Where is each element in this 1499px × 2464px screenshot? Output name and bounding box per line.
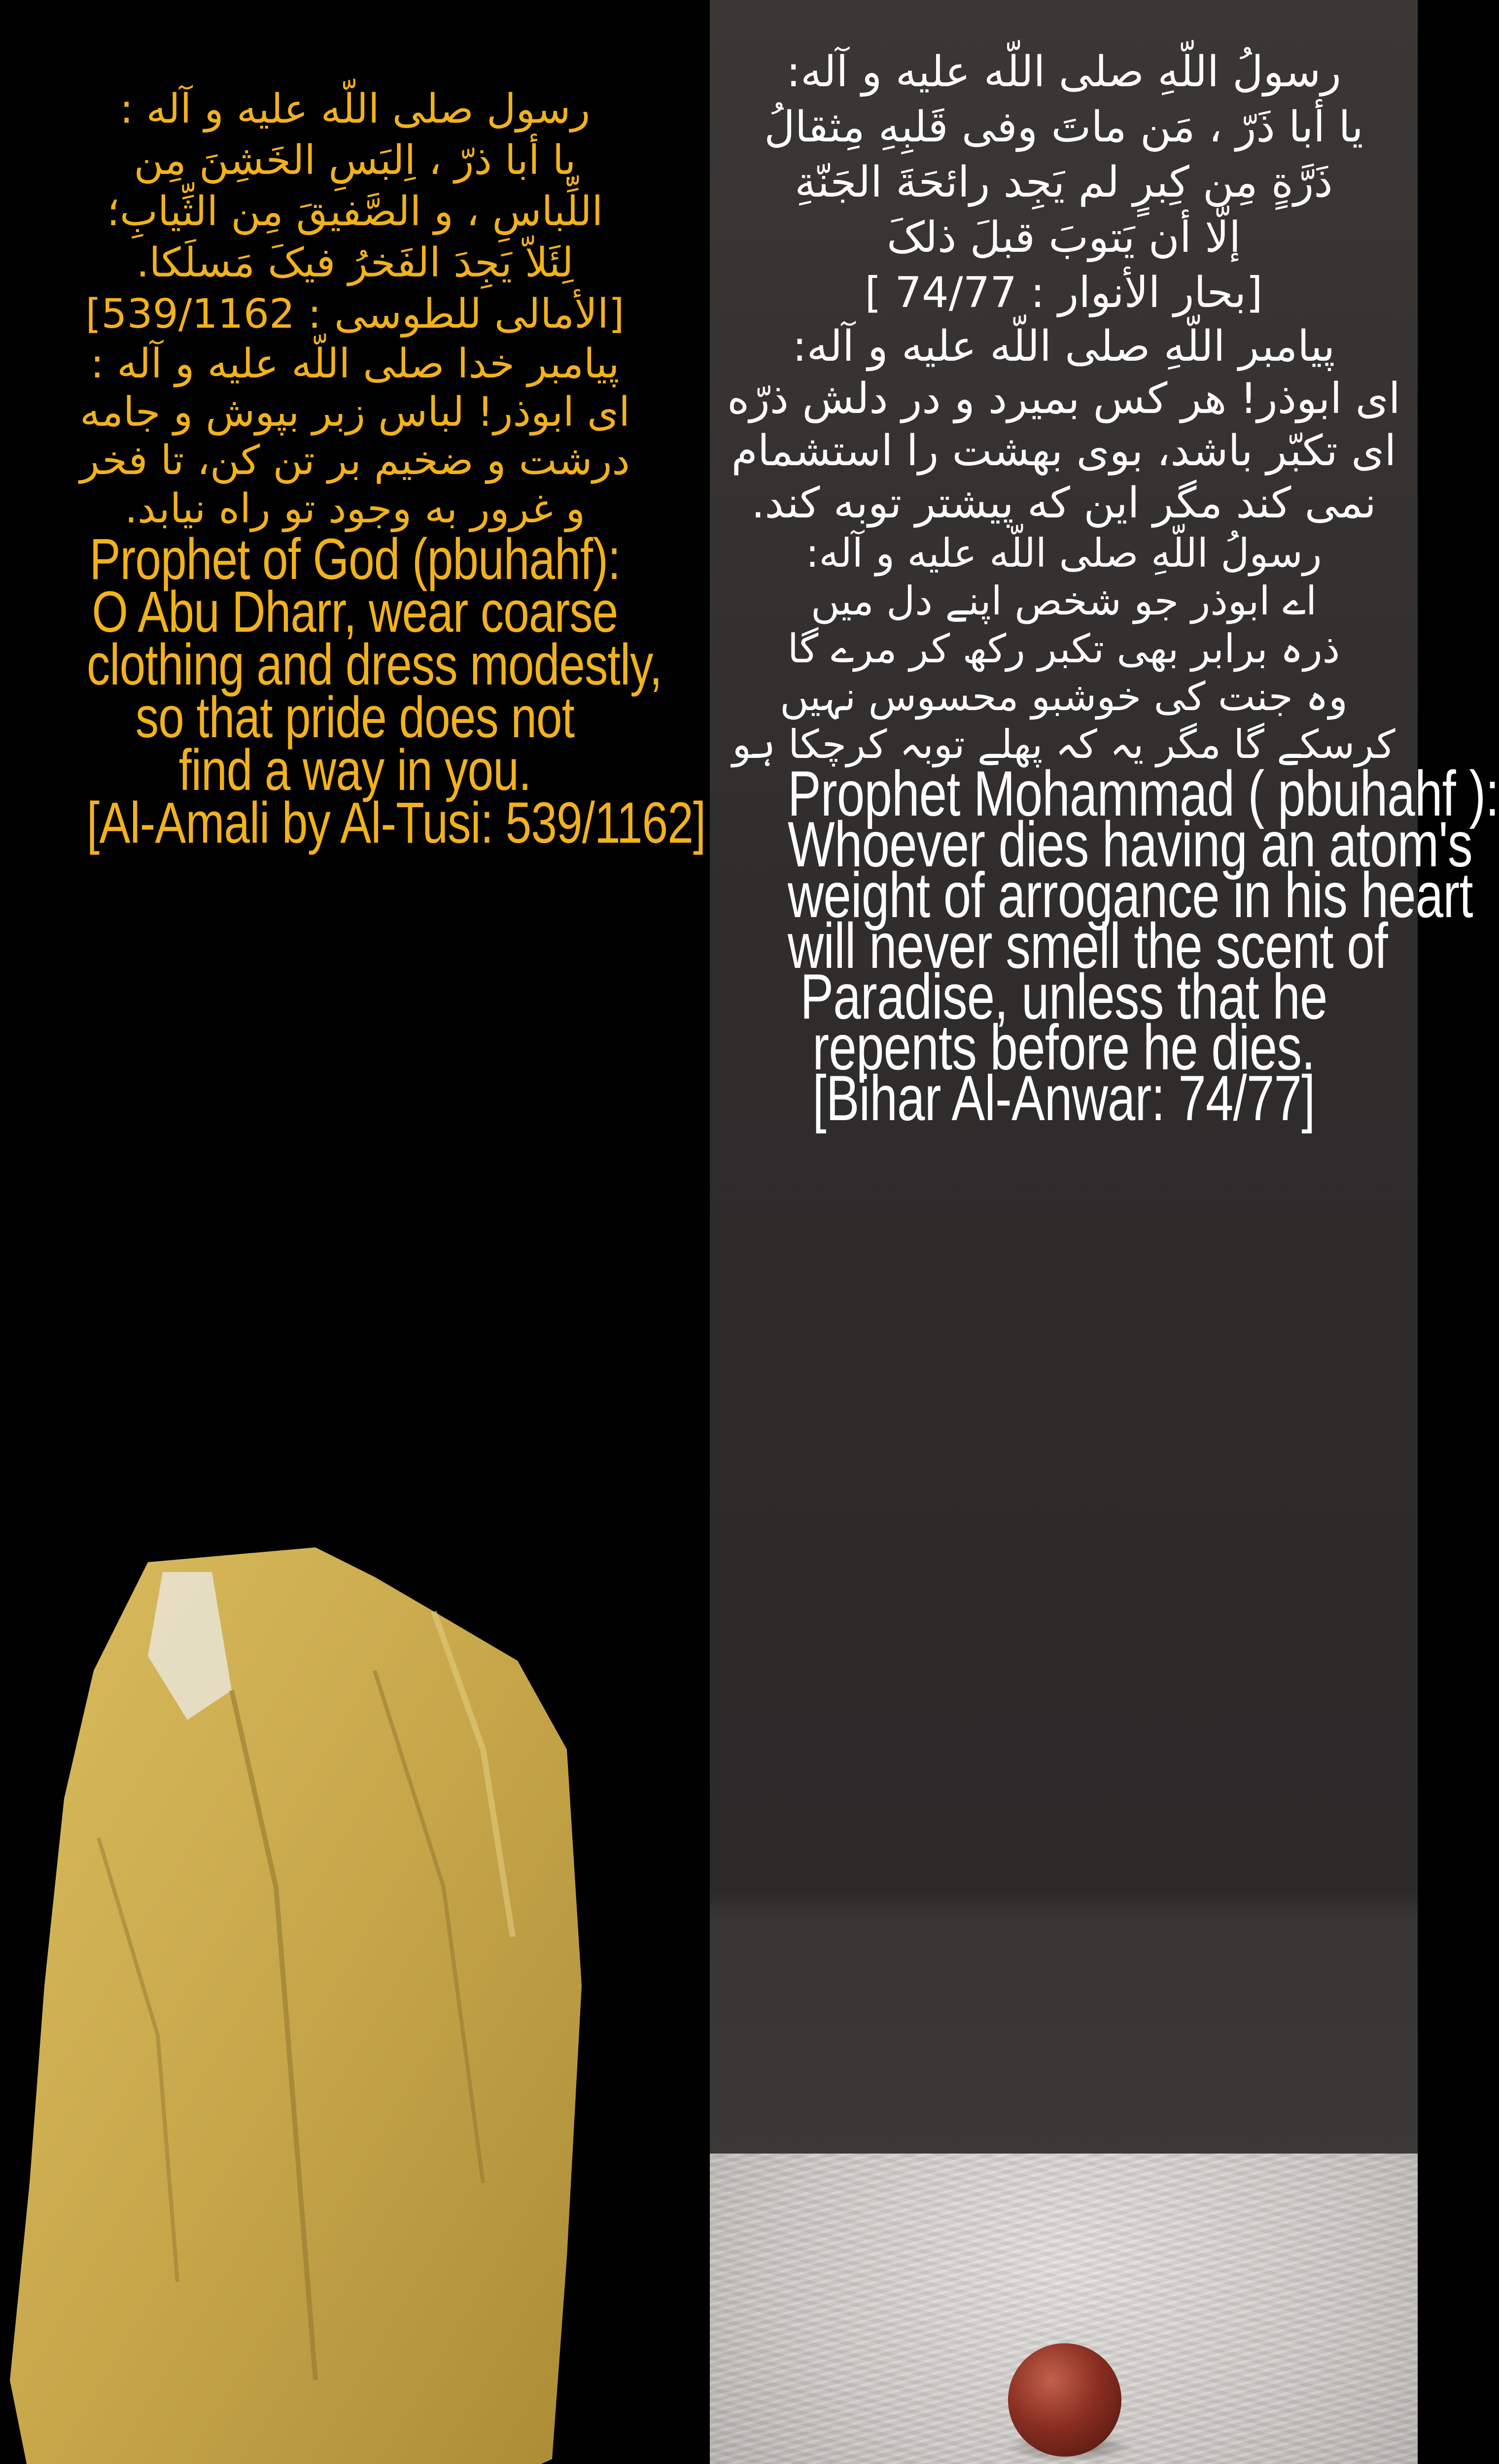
right-panel xyxy=(710,0,1499,2464)
quote-line: وہ جنت کی خوشبو محسوس نہیں xyxy=(780,674,1348,719)
quote-line: اے ابوذر جو شخص اپنے دل میں xyxy=(810,578,1317,624)
right-urdu-translation xyxy=(710,529,1418,768)
left-persian-translation xyxy=(20,340,690,533)
quote-line: رسول صلی اللّه علیه و آله : xyxy=(119,86,591,133)
quote-line: O Abu Dharr, wear coarse xyxy=(92,580,618,645)
quote-line: ذرہ برابر بھی تکبر رکھ کر مرے گا xyxy=(787,626,1340,672)
right-arabic-quote xyxy=(710,44,1418,320)
quote-line: رسولُ اللّهِ صلى اللّه عليه و آله: xyxy=(805,530,1322,576)
left-arabic-quote xyxy=(20,84,690,340)
quote-line: کرسکے گا مگر یہ کہ پھلے توبہ کرچکا ہو xyxy=(732,721,1395,767)
source-citation: [Al-Amali by Al-Tusi: 539/1162] xyxy=(87,790,706,856)
stone-surface-photo xyxy=(710,2154,1418,2464)
quote-line: إلّا أن يَتوبَ قبلَ ذلکَ xyxy=(886,213,1241,262)
quote-line: find a way in you. xyxy=(178,738,531,803)
right-persian-translation xyxy=(710,320,1418,529)
quote-line: weight of arrogance in his heart xyxy=(787,859,1473,931)
quote-line: و غرور به وجود تو راه نیابد. xyxy=(124,485,586,532)
source-citation: [بحار الأنوار : 74/77 ] xyxy=(865,268,1263,317)
coarse-robe-image xyxy=(0,1542,592,2464)
quote-line: اللِّباسِ ، و الصَّفیقَ مِن الثِّیابِ؛ xyxy=(106,188,603,235)
quote-line: پیامبر اللّهِ صلى اللّه عليه و آله: xyxy=(792,322,1335,371)
quote-line: ذَرَّةٍ مِن كِبرٍ لم يَجِد رائحَةَ الجَنّةِ xyxy=(795,158,1333,207)
red-seed-image xyxy=(1008,2343,1121,2457)
quote-line: يا أبا ذَرّ ، مَن ماتَ وفى قَلبِهِ مِثقالُ xyxy=(764,103,1363,152)
source-citation: [الأمالی للطوسی : 539/1162] xyxy=(85,291,625,338)
source-citation: [Bihar Al-Anwar: 74/77] xyxy=(812,1062,1315,1134)
quote-line: so that pride does not xyxy=(135,685,575,750)
quote-line: یا أبا ذرّ ، اِلبَسِ الخَشِنَ مِن xyxy=(134,137,576,184)
left-hadith-text xyxy=(20,84,706,856)
quote-line: ای تکبّر باشد، بوی بهشت را استشمام xyxy=(731,426,1396,476)
left-panel xyxy=(0,0,710,2464)
quote-line: Paradise, unless that he xyxy=(800,960,1327,1032)
quote-line: will never smell the scent of xyxy=(787,910,1388,982)
quote-line: رسولُ اللّهِ صلى اللّه عليه و آله: xyxy=(786,47,1341,97)
quote-line: لِئَلاّ یَجِدَ الفَخرُ فیکَ مَسلَکا. xyxy=(136,240,574,286)
quote-line: Whoever dies having an atom's xyxy=(787,808,1472,880)
quote-line: پیامبر خدا صلی اللّه علیه و آله : xyxy=(90,341,620,387)
right-english-translation xyxy=(710,757,1499,1134)
quote-line: Prophet of God (pbuhahf): xyxy=(89,527,621,592)
quote-line: repents before he dies. xyxy=(812,1011,1315,1083)
quote-line: درشت و ضخیم بر تن کن، تا فخر xyxy=(80,437,630,484)
quote-line: ای ابوذر! لباس زبر بپوش و جامه xyxy=(80,389,630,436)
quote-line: نمی کند مگر این که پیشتر توبه کند. xyxy=(751,479,1376,528)
quote-line: Prophet Mohammad ( pbuhahf ): xyxy=(787,757,1499,829)
quote-line: ای ابوذر! هر کس بمیرد و در دلش ذرّه xyxy=(727,374,1400,423)
right-hadith-text xyxy=(710,44,1499,1134)
left-english-translation xyxy=(20,527,706,856)
quote-line: clothing and dress modestly, xyxy=(87,632,662,697)
